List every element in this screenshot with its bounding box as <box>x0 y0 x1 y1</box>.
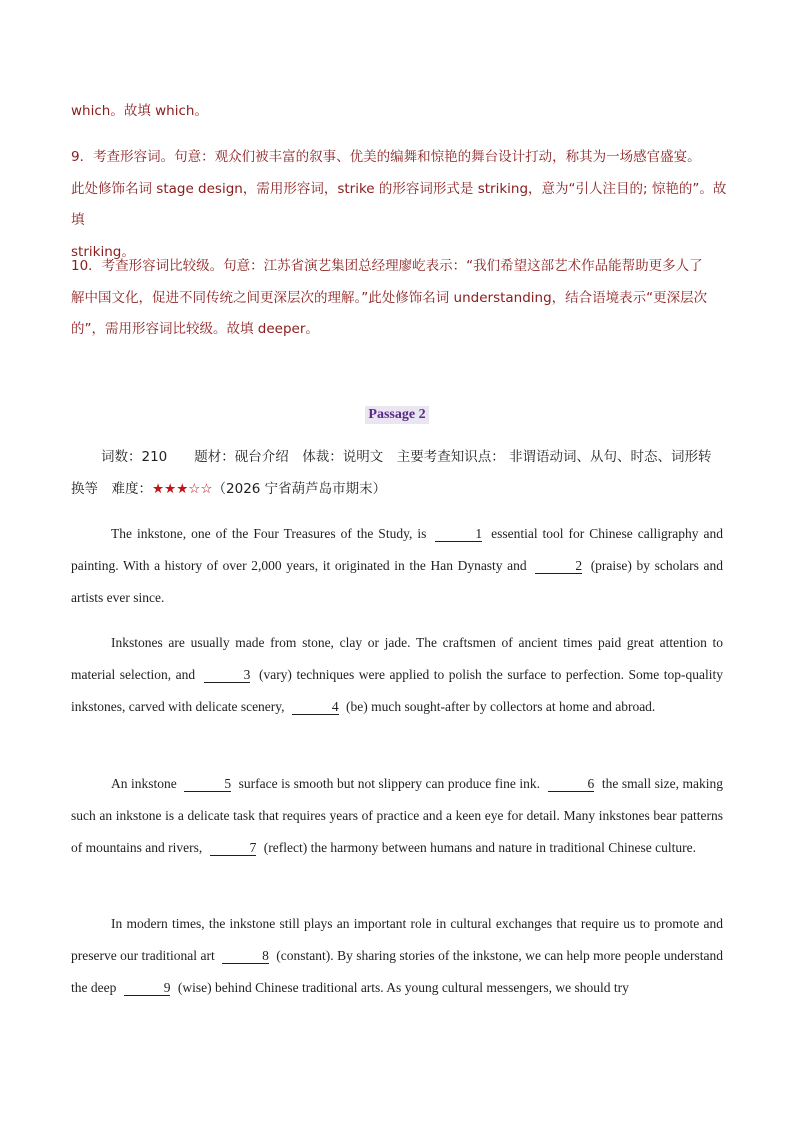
answer-9-line2: 此处修饰名词 stage design，需用形容词，strike 的形容词形式是 striking，意为“引人注目的; 惊艳的”。故填 <box>71 180 727 228</box>
blank-3[interactable]: 3 <box>204 668 251 683</box>
paragraph-4 <box>71 908 723 1003</box>
p2-text-2: (vary) techniques were applied to polish the surface to perfection. Some top-quality inkstones, carved with delicate scenery, <box>71 666 724 714</box>
meta-difficulty-label: 换等 难度： <box>71 481 152 497</box>
blank-8[interactable]: 8 <box>222 949 269 964</box>
blank-5[interactable]: 5 <box>184 777 231 792</box>
p2-text-1: Inkstones are usually made from stone, clay or jade. The craftsmen of ancient times paid great attention to material selection, and <box>71 635 723 682</box>
p1-text-1: The inkstone, one of the Four Treasures of the Study, is <box>111 526 427 541</box>
paragraph-3 <box>71 768 723 863</box>
meta-line-2 <box>71 473 731 505</box>
answer-10-line2: 解中国文化，促进不同传统之间更深层次的理解。”此处修饰名词 understanding，结合语境表示“更深层次 <box>71 289 708 306</box>
meta-source: （2026 宁省葫芦岛市期末） <box>212 481 387 497</box>
p3-text-3: the small size, making such an inkstone is a delicate task that requires years of practice and a keen eye for detail. Many inkstones bear patterns of mountains and rivers, <box>71 776 724 855</box>
passage-title: Passage 2 <box>365 406 428 424</box>
passage-meta <box>71 441 731 505</box>
answer-10-line3: 的”，需用形容词比较级。故填 deeper。 <box>71 321 319 337</box>
p4-text-3: (wise) behind Chinese traditional arts. As young cultural messengers, we should try <box>177 979 629 995</box>
answer-8-text: which。故填 which。 <box>71 103 208 119</box>
answer-9-line3: striking。 <box>71 243 135 260</box>
blank-1[interactable]: 1 <box>435 527 482 542</box>
answer-10 <box>71 251 731 346</box>
answer-9-line1: 9．考查形容词。句意：观众们被丰富的叙事、优美的编舞和惊艳的舞台设计打动，称其为一场感官盛宴。 <box>71 149 701 165</box>
blank-9[interactable]: 9 <box>124 981 171 996</box>
difficulty-stars: ★★★☆☆ <box>152 481 213 497</box>
paragraph-1 <box>71 518 723 613</box>
answer-10-line1: 10．考查形容词比较级。句意：江苏省演艺集团总经理廖屹表示：“我们希望这部艺术作品能帮助更多人了 <box>71 258 703 274</box>
p4-text-1: In modern times, the inkstone still plays an important role in cultural exchanges that require us to promote and preserve our traditional art <box>71 916 723 963</box>
blank-6[interactable]: 6 <box>548 777 595 792</box>
blank-4[interactable]: 4 <box>292 700 339 715</box>
answer-8-tail <box>71 96 731 128</box>
p3-text-4: (reflect) the harmony between humans and nature in traditional Chinese culture. <box>263 839 696 855</box>
p1-text-3: (praise) by scholars and artists ever since. <box>71 557 724 605</box>
blank-7[interactable]: 7 <box>210 841 257 856</box>
blank-2[interactable]: 2 <box>535 559 582 574</box>
passage-heading <box>0 405 794 424</box>
answer-9 <box>71 142 731 268</box>
paragraph-2 <box>71 627 723 722</box>
meta-line-1: 词数：210 题材：砚台介绍 体裁：说明文 主要考查知识点： 非谓语动词、从句、时态、词形转 <box>101 449 712 465</box>
p2-text-3: (be) much sought-after by collectors at home and abroad. <box>346 698 656 714</box>
p1-text-2: essential tool for Chinese calligraphy and painting. With a history of over 2,000 years, it originated in the Han Dynasty and <box>71 526 724 573</box>
p4-text-2: (constant). By sharing stories of the inkstone, we can help more people understand the deep <box>71 947 723 995</box>
p3-text-2: surface is smooth but not slippery can produce fine ink. <box>238 776 540 791</box>
p3-text-1: An inkstone <box>111 776 177 791</box>
